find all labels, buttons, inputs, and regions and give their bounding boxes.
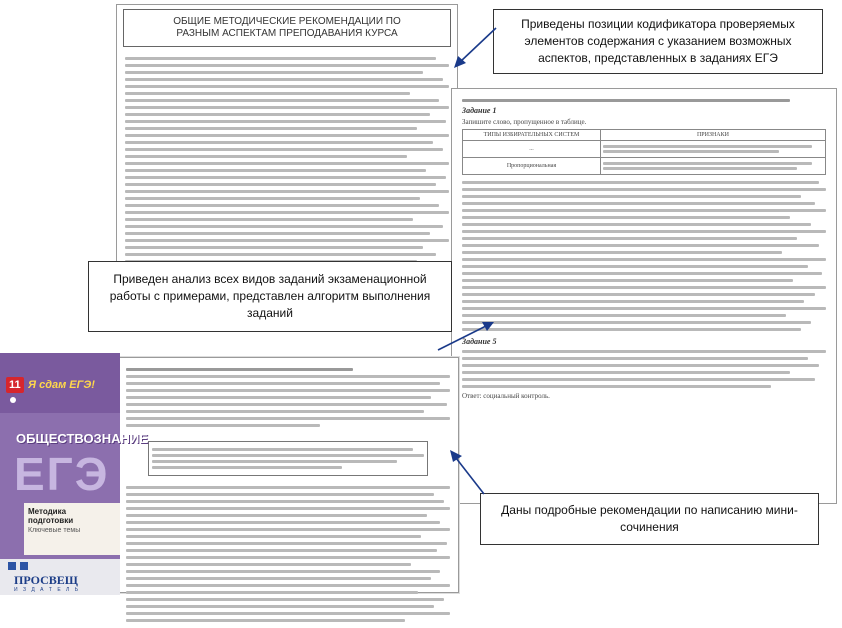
table-cell-missing: ...: [463, 141, 601, 158]
book-publisher-sub: И З Д А Т Е Л Ь: [14, 587, 81, 593]
book-method-line1: Методика: [28, 507, 67, 516]
book-exam: ЕГЭ: [14, 448, 110, 500]
task5-answer: Ответ: социальный контроль.: [462, 392, 550, 400]
book-label-panel: [24, 503, 120, 555]
book-cover: [0, 353, 148, 595]
book-dot-icon: [10, 397, 16, 403]
document-analysis: [117, 357, 459, 593]
task-body-text: [462, 181, 826, 331]
publisher-logo-icon: [20, 562, 28, 570]
book-grade: 11: [6, 377, 24, 393]
arrow-to-top-document: [450, 26, 500, 70]
table-header-features: ПРИЗНАКИ: [600, 130, 825, 141]
arrow-to-essay-section: [448, 448, 488, 498]
book-series: Я сдам ЕГЭ!: [28, 379, 95, 391]
table-header-types: ТИПЫ ИЗБИРАТЕЛЬНЫХ СИСТЕМ: [463, 130, 601, 141]
book-part: Ключевые темы: [28, 527, 81, 534]
callout-essay: Даны подробные рекомендации по написанию мини-сочинения: [480, 493, 819, 545]
arrow-to-right-document: [436, 318, 496, 354]
document-title: ОБЩИЕ МЕТОДИЧЕСКИЕ РЕКОМЕНДАЦИИ ПО РАЗНЫМ АСПЕКТАМ ПРЕПОДАВАНИЯ КУРСА: [123, 9, 451, 47]
example-box: [148, 441, 428, 476]
document-task-examples: [451, 88, 837, 504]
callout-analysis: Приведен анализ всех видов заданий экзаменационной работы с примерами, представлен алгоритм выполнения заданий: [88, 261, 452, 332]
electoral-systems-table: [462, 129, 826, 175]
publisher-logo-icon: [8, 562, 16, 570]
table-cell-proportional: Пропорциональная: [463, 158, 601, 175]
task5-heading: Задание 5: [462, 337, 497, 346]
task1-instruction: Запишите слово, пропущенное в таблице.: [462, 118, 587, 126]
document-body-text: [117, 51, 457, 283]
table-cell-text: [600, 158, 825, 175]
task1-heading: Задание 1: [462, 106, 497, 115]
book-method-line2: подготовки: [28, 516, 74, 525]
book-publisher: ПРОСВЕЩ: [14, 573, 78, 587]
book-publisher-band: [0, 559, 120, 595]
callout-codifier: Приведены позиции кодификатора проверяемых элементов содержания с указанием возможных аспектов, представленных в заданиях ЕГЭ: [493, 9, 823, 74]
book-subject: ОБЩЕСТВОЗНАНИЕ: [16, 431, 148, 446]
task5-body-text: [462, 350, 826, 388]
table-cell-text: [600, 141, 825, 158]
